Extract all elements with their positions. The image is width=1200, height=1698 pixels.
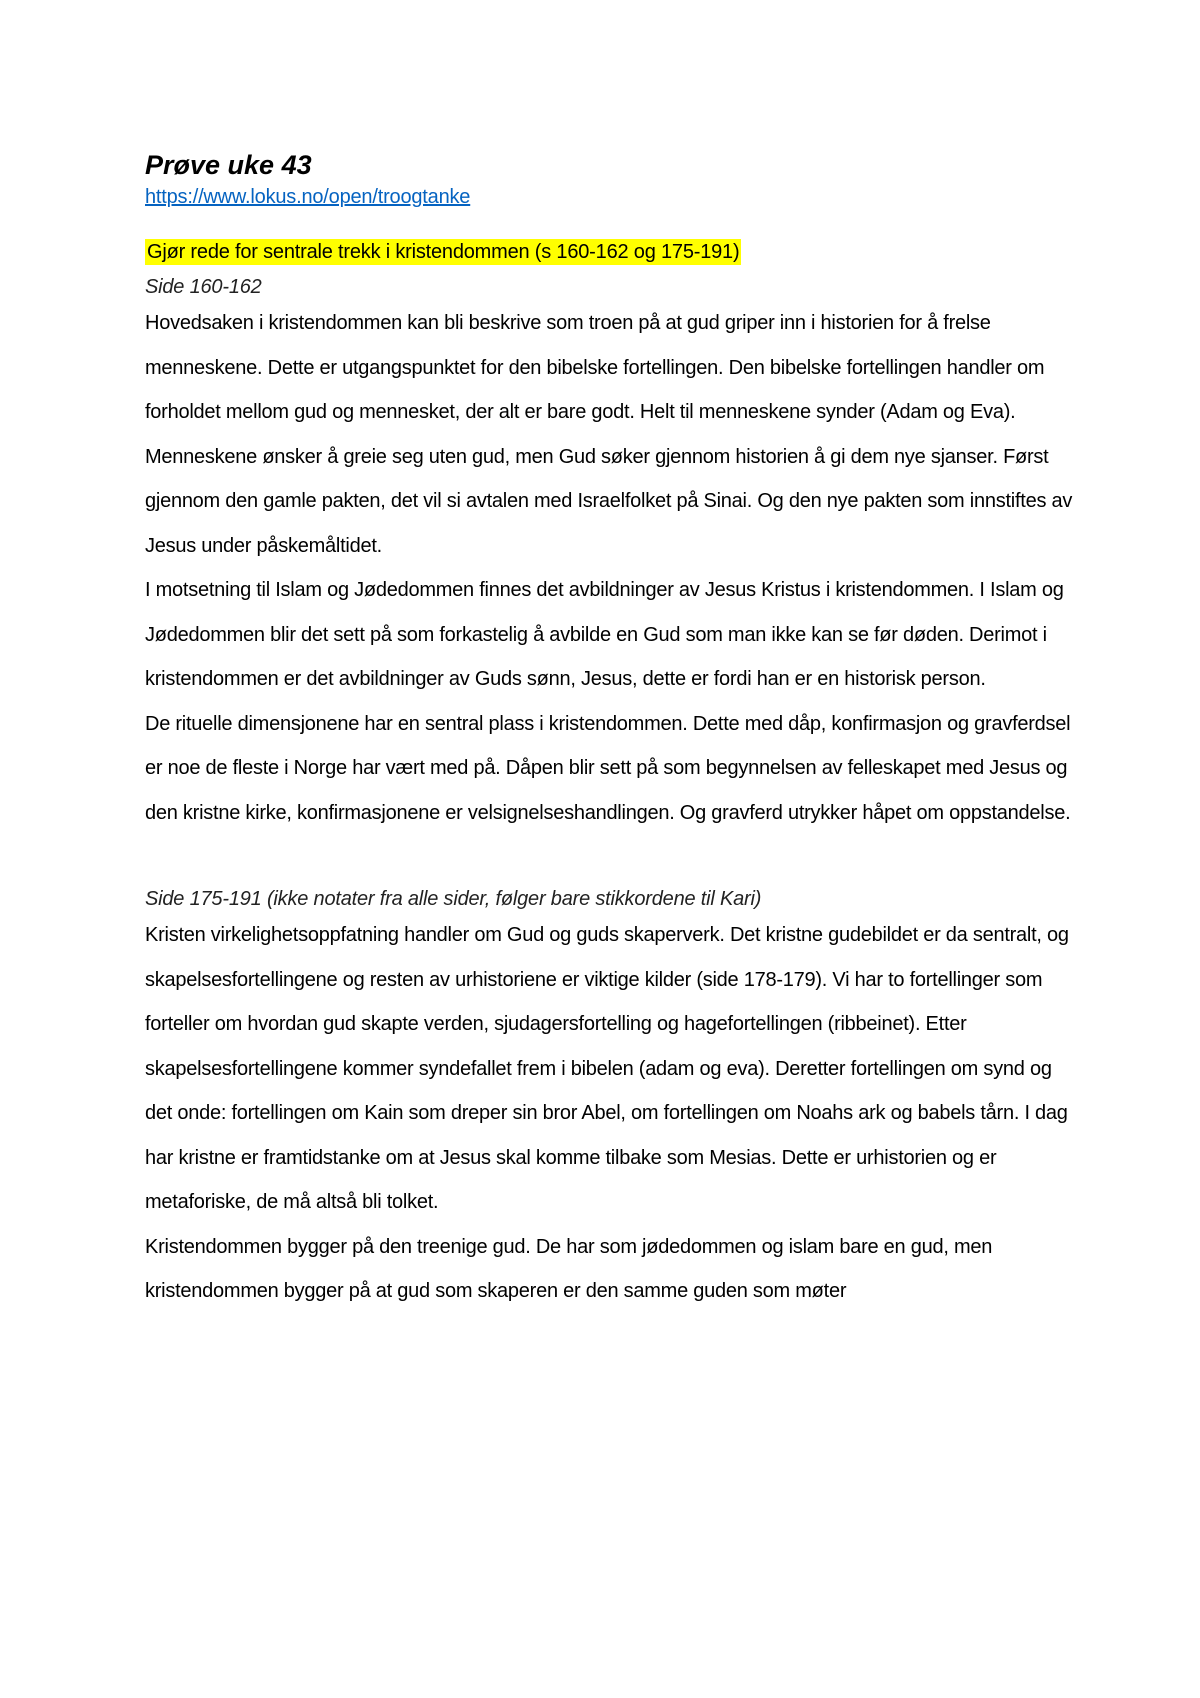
paragraph: I motsetning til Islam og Jødedommen finnes det avbildninger av Jesus Kristus i kristendommen. I Islam og Jødedommen blir det sett på som forkastelig å avbilde en Gud som man ikke kan se før døden. Derimot i kristendommen er det avbildninger av Guds sønn, Jesus, dette er fordi han er en historisk person. (145, 579, 1064, 690)
section-label-175-191: Side 175-191 (ikke notater fra alle sider, følger bare stikkordene til Kari) (145, 888, 762, 910)
paragraph: Kristen virkelighetsoppfatning handler om Gud og guds skaperverk. Det kristne gudebildet er da sentralt, og skapelsesfortellingene og resten av urhistoriene er viktige kilder (side 178-179). Vi har to fortellinger som forteller om hvordan gud skapte verden, sjudagersfortelling og hagefortellingen (ribbeinet). Etter skapelsesfortellingene kommer syndefallet frem i bibelen (adam og eva). Deretter fortellingen om synd og det onde: fortellingen om Kain som dreper sin bror Abel, om fortellingen om Noahs ark og babels tårn. I dag har kristne er framtidstanke om at Jesus skal komme tilbake som Mesias. Dette er urhistorien og er metaforiske, de må altså bli tolket. (145, 924, 1069, 1213)
paragraph: Hovedsaken i kristendommen kan bli beskrive som troen på at gud griper inn i historien for å frelse menneskene. Dette er utgangspunktet for den bibelske fortellingen. Den bibelske fortellingen handler om forholdet mellom gud og mennesket, der alt er bare godt. Helt til menneskene synder (Adam og Eva). Menneskene ønsker å greie seg uten gud, men Gud søker gjennom historien å gi dem nye sjanser. Først gjennom den gamle pakten, det vil si avtalen med Israelfolket på Sinai. Og den nye pakten som innstiftes av Jesus under påskemåltidet. (145, 312, 1073, 557)
paragraph: De rituelle dimensjonene har en sentral plass i kristendommen. Dette med dåp, konfirmasjon og gravferdsel er noe de fleste i Norge har vært med på. Dåpen blir sett på som begynnelsen av felleskapet med Jesus og den kristne kirke, konfirmasjonene er velsignelseshandlingen. Og gravferd utrykker håpet om oppstandelse. (145, 712, 1071, 824)
paragraph: Kristendommen bygger på den treenige gud. De har som jødedommen og islam bare en gud, men kristendommen bygger på at gud som skaperen er den samme guden som møter (145, 1235, 993, 1302)
blank-line (145, 835, 1075, 879)
section-label-160-162: Side 160-162 (145, 276, 262, 298)
document-title: Prøve uke 43 (145, 150, 312, 180)
source-link[interactable]: https://www.lokus.no/open/troogtanke (145, 186, 471, 208)
task-heading: Gjør rede for sentrale trekk i kristendommen (s 160-162 og 175-191) (147, 241, 740, 263)
document-body (145, 148, 1075, 1314)
